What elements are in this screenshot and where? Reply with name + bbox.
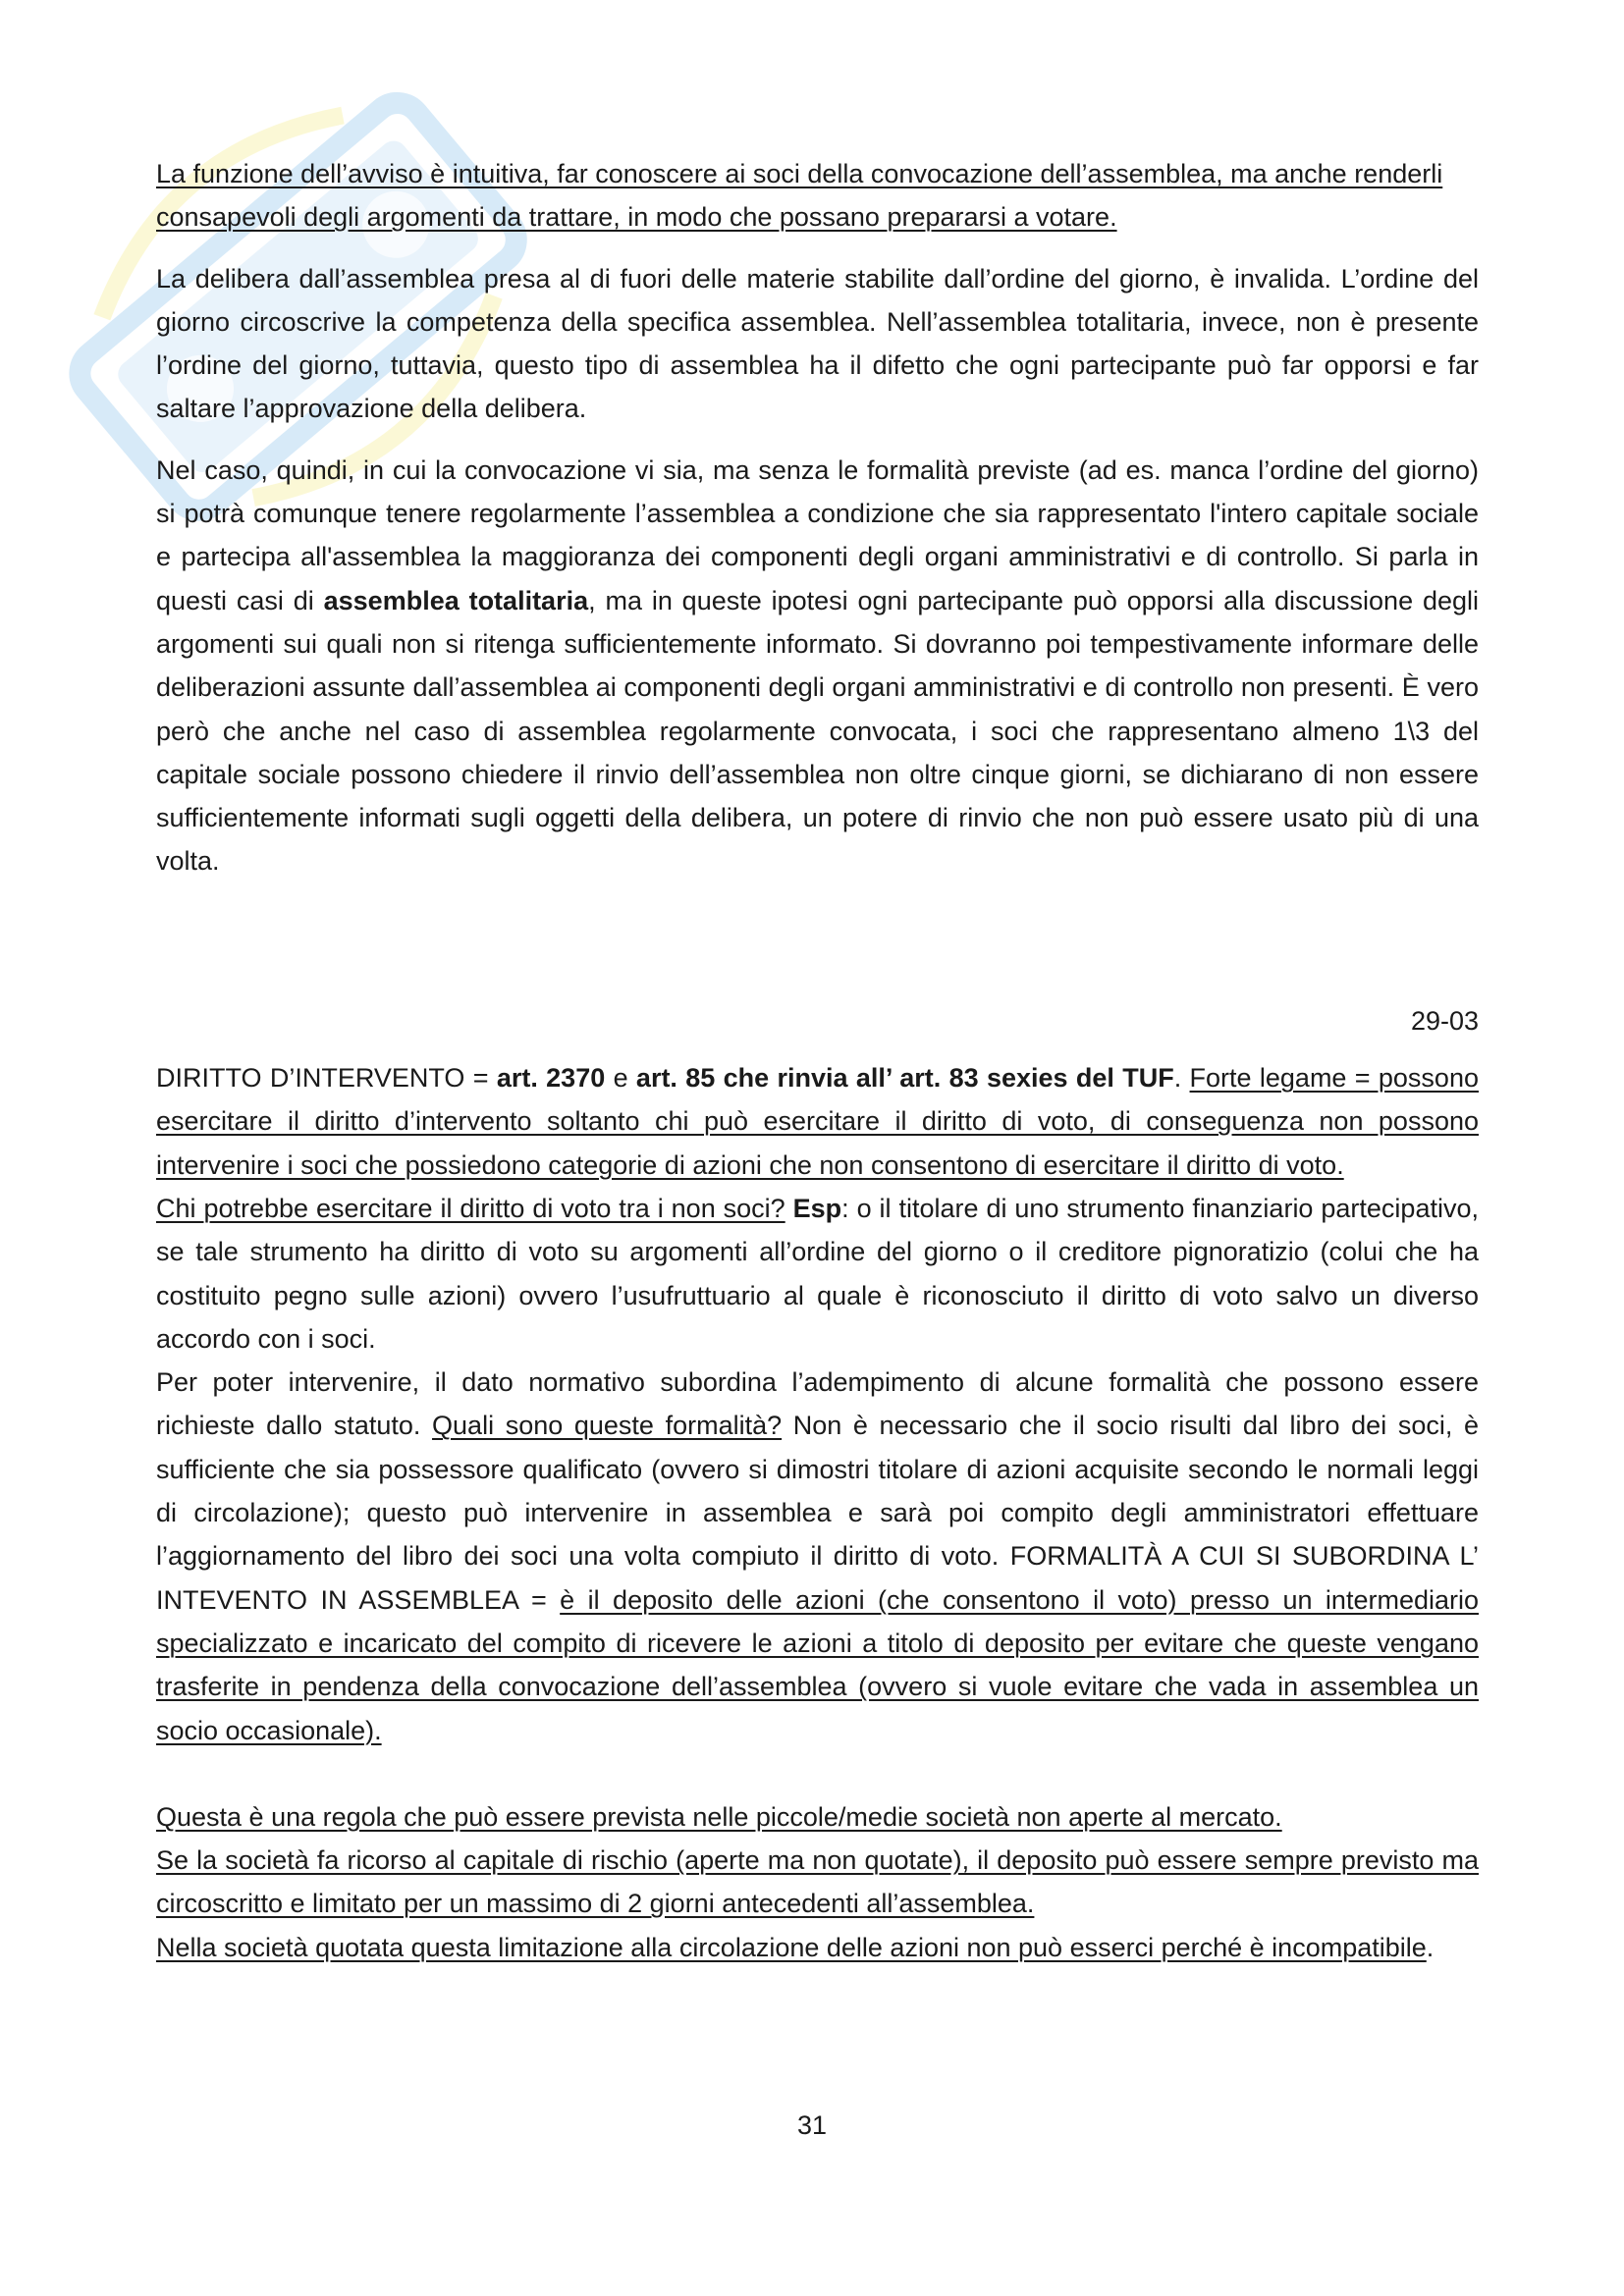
paragraph-regola-piccole-societa: Questa è una regola che può essere prevista nelle piccole/medie società non aperte al mercato.	[156, 1801, 1282, 1832]
underlined-question: Chi potrebbe esercitare il diritto di voto tra i non soci?	[156, 1193, 785, 1223]
page-number: 31	[796, 2110, 828, 2140]
paragraph-societa-quotata	[156, 1926, 1479, 1969]
underlined-text: Forte legame = possono esercitare il diritto d’intervento soltanto chi può esercitare il diritto di voto, di conseguenza non possono intervenire i soci che possiedono categorie di azioni che non consentono di esercitare il diritto di voto.	[156, 1063, 1479, 1180]
article-reference: art. 2370	[496, 1063, 606, 1094]
text-run: Per poter intervenire, il dato normativo subordina l’adempimento di alcune formalità che possono essere richieste dallo statuto.	[156, 1367, 1479, 1441]
paragraph-diritto-intervento	[156, 1056, 1479, 1187]
text-run: Non è necessario che il socio risulti dal libro dei soci, è sufficiente che sia possessore qualificato (ovvero si dimostri titolare di azioni acquisite secondo le normali leggi di circolazione); questo può intervenire in assemblea e sarà poi compito degli amministratori effettuare l’aggiornamento del libro dei soci una volta compiuto il diritto di voto. FORMALITÀ A CUI SI SUBORDINA L’ INTEVENTO IN ASSEMBLEA =	[156, 1411, 1479, 1615]
underlined-question: Quali sono queste formalità?	[432, 1411, 783, 1441]
text-run: .	[1426, 1932, 1435, 1962]
text-run: : o il titolare di uno strumento finanziario partecipativo, se tale strumento ha diritto di voto su argomenti all’ordine del giorno o il creditore pignoratizio (colui che ha costituito pegno sulle azioni) ovvero l’usufruttuario al quale è riconosciuto il diritto di voto salvo un diverso accordo con i soci.	[156, 1193, 1479, 1354]
paragraph-avviso-function: La funzione dell’avviso è intuitiva, far conoscere ai soci della convocazione dell’assemblea, ma anche renderli consapevoli degli argomenti da trattare, in modo che possano prepararsi a votare.	[156, 159, 1443, 233]
bold-label: Esp	[792, 1193, 842, 1223]
section-date: 29-03	[1410, 1005, 1479, 1036]
paragraph-delibera-invalida: La delibera dall’assemblea presa al di fuori delle materie stabilite dall’ordine del giorno, è invalida. L’ordine del giorno circoscrive la competenza della specifica assemblea. Nell’assemblea totalitaria, invece, non è presente l’ordine del giorno, tuttavia, questo tipo di assemblea ha il difetto che ogni partecipante può far opporsi e far saltare l’approvazione della delibera.	[156, 263, 1479, 424]
section-heading: DIRITTO D’INTERVENTO =	[156, 1063, 497, 1094]
text-run: .	[1173, 1063, 1190, 1094]
paragraph-capitale-rischio: Se la società fa ricorso al capitale di rischio (aperte ma non quotate), il deposito può essere sempre previsto ma circoscritto e limitato per un massimo di 2 giorni antecedenti all’assemblea.	[156, 1845, 1479, 1919]
text-run: e	[605, 1063, 636, 1094]
document-body	[156, 152, 1479, 1969]
bold-term: assemblea totalitaria	[323, 585, 589, 615]
article-reference: art. 85 che rinvia all’ art. 83 sexies del TUF	[635, 1063, 1174, 1094]
underlined-text: è il deposito delle azioni (che consentono il voto) presso un intermediario specializzato e incaricato del compito di ricevere le azioni a titolo di deposito per evitare che queste vengano trasferite in pendenza della convocazione dell’assemblea (ovvero si vuole evitare che vada in assemblea un socio occasionale).	[156, 1584, 1480, 1745]
text-run: , ma in queste ipotesi ogni partecipante può opporsi alla discussione degli argomenti sui quali non si ritenga sufficientemente informato. Si dovranno poi tempestivamente informare delle deliberazioni assunte dall’assemblea ai componenti degli organi amministrativi e di controllo non presenti. È vero però che anche nel caso di assemblea regolarmente convocata, i soci che rappresentano almeno 1\3 del capitale sociale possono chiedere il rinvio dell’assemblea non oltre cinque giorni, se dichiarano di non essere sufficientemente informati sugli oggetti della delibera, un potere di rinvio che non può essere usato più di una volta.	[156, 585, 1479, 877]
text-run: Nel caso, quindi, in cui la convocazione vi sia, ma senza le formalità previste (ad es. manca l’ordine del giorno) si potrà comunque tenere regolarmente l’assemblea a condizione che sia rappresentato l'intero capitale sociale e partecipa all'assemblea la maggioranza dei componenti degli organi amministrativi e di controllo. Si parla in questi casi di	[156, 454, 1479, 615]
paragraph-assemblea-totalitaria	[156, 449, 1479, 883]
underlined-text: Nella società quotata questa limitazione alla circolazione delle azioni non può esserci perché è incompatibile	[156, 1932, 1427, 1962]
paragraph-formalita	[156, 1361, 1479, 1752]
paragraph-non-soci	[156, 1187, 1479, 1361]
